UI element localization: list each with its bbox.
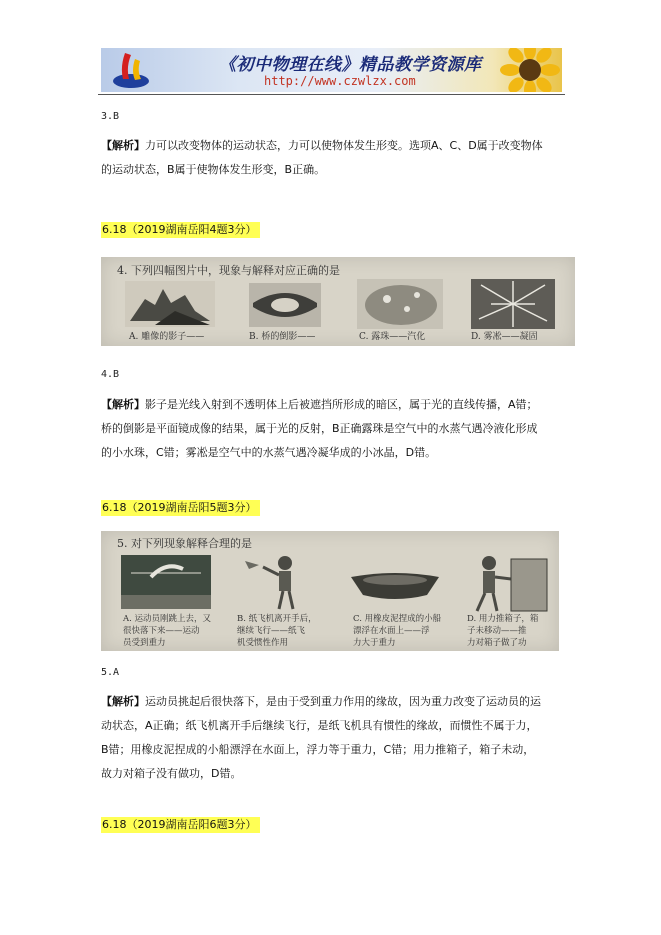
dew-drop-image <box>357 279 443 329</box>
option-a: A. 运动员刚跳上去，又 很快落下来——运动 员受到重力 <box>123 614 212 648</box>
explanation-3 <box>101 134 566 182</box>
explain-label: 【解析】 <box>101 139 145 152</box>
option-d: D. 用力推箱子，箱 子未移动——推 力对箱子做了功 <box>467 614 539 648</box>
push-box-image <box>469 553 551 615</box>
question-text: 4. 下列四幅图片中，现象与解释对应正确的是 <box>117 264 340 277</box>
explanation-line: 动状态，A正确；纸飞机离开手后继续飞行，是纸飞机具有惯性的缘故，而惯性不属于力， <box>101 719 538 732</box>
site-logo-icon <box>111 49 151 91</box>
explain-label: 【解析】 <box>101 695 145 708</box>
explanation-line: 的运动状态，B属于使物体发生形变，B正确。 <box>101 163 326 176</box>
option-b: B. 桥的倒影—— <box>249 332 316 342</box>
header-banner <box>101 48 562 92</box>
source-tag: 6.18（2019湖南岳阳6题3分） <box>101 817 260 833</box>
option-c: C. 用橡皮泥捏成的小船 漂浮在水面上——浮 力大于重力 <box>353 614 442 648</box>
option-d: D. 雾凇——凝固 <box>471 332 538 342</box>
explanation-line: 桥的倒影是平面镜成像的结果，属于光的反射，B正确露珠是空气中的水蒸气遇冷液化形成 <box>101 422 538 435</box>
question-photo-5 <box>101 531 559 651</box>
high-jump-image <box>121 555 211 609</box>
explanation-line: 故力对箱子没有做功，D错。 <box>101 767 242 780</box>
sunflower-icon <box>492 48 562 92</box>
option-a: A. 雕像的影子—— <box>129 332 205 342</box>
explanation-line: 【解析】运动员挑起后很快落下，是由于受到重力作用的缘故，因为重力改变了运动员的运 <box>101 695 541 708</box>
answer-4: 4.B <box>101 369 120 380</box>
explanation-5 <box>101 690 566 786</box>
source-tag: 6.18（2019湖南岳阳4题3分） <box>101 222 260 238</box>
explain-label: 【解析】 <box>101 398 145 411</box>
option-b: B. 纸飞机离开手后， 继续飞行——纸飞 机受惯性作用 <box>237 614 317 648</box>
statue-shadow-image <box>125 281 215 327</box>
banner-url: http://www.czwlzx.com <box>264 74 416 88</box>
header-rule <box>98 94 565 95</box>
answer-3: 3.B <box>101 111 120 122</box>
source-tag: 6.18（2019湖南岳阳5题3分） <box>101 500 260 516</box>
paper-plane-image <box>243 551 303 613</box>
rime-image <box>471 279 555 329</box>
bridge-reflection-image <box>249 283 321 327</box>
explanation-4 <box>101 393 566 465</box>
question-text: 5. 对下列现象解释合理的是 <box>117 537 252 550</box>
banner-title: 《初中物理在线》精品教学资源库 <box>219 55 482 75</box>
explanation-line: B错；用橡皮泥捏成的小船漂浮在水面上，浮力等于重力，C错；用力推箱子，箱子未动， <box>101 743 535 756</box>
answer-5: 5.A <box>101 667 120 678</box>
explanation-line: 的小水珠，C错；雾凇是空气中的水蒸气遇冷凝华成的小冰晶，D错。 <box>101 446 437 459</box>
question-photo-4 <box>101 257 575 346</box>
option-c: C. 露珠——汽化 <box>359 332 426 342</box>
clay-boat-image <box>347 565 443 605</box>
explanation-line: 【解析】影子是光线入射到不透明体上后被遮挡所形成的暗区，属于光的直线传播，A错； <box>101 398 538 411</box>
explanation-line: 【解析】力可以改变物体的运动状态，力可以使物体发生形变。选项A、C、D属于改变物体 <box>101 139 543 152</box>
